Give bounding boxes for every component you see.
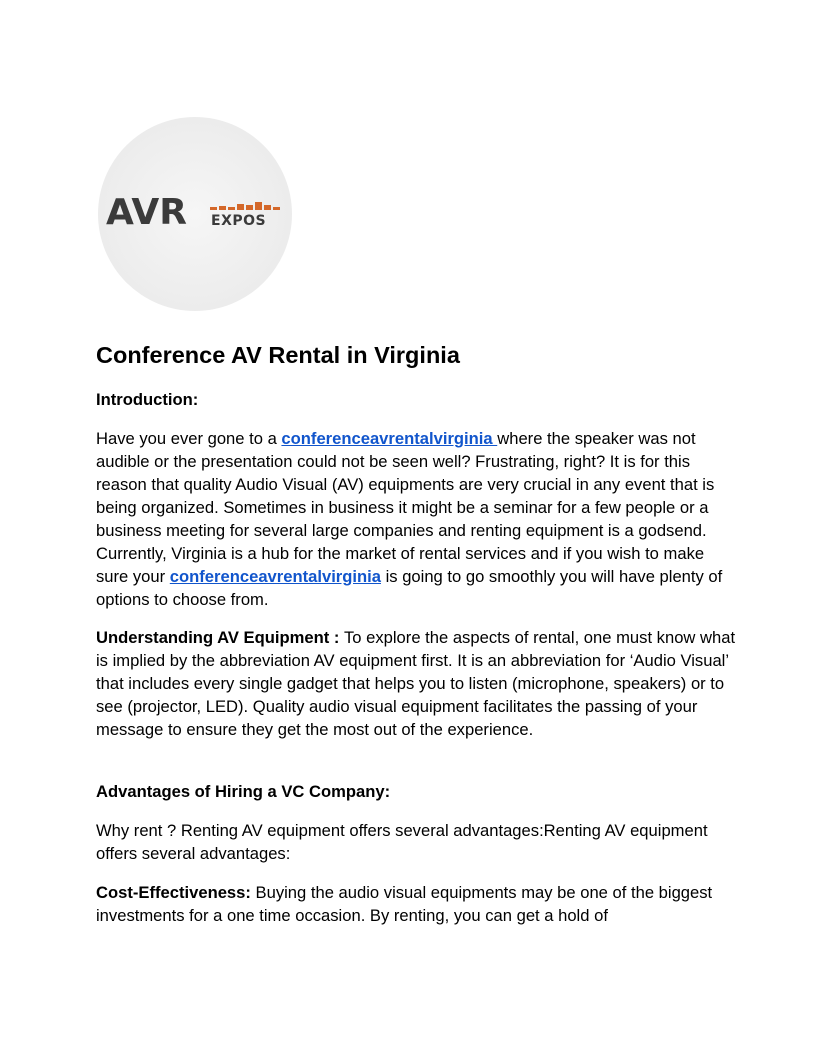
cost-label: Cost-Effectiveness: bbox=[96, 883, 251, 902]
understanding-paragraph bbox=[96, 626, 736, 741]
why-rent-paragraph: Why rent ? Renting AV equipment offers several advantages:Renting AV equipment offers several advantages: bbox=[96, 821, 708, 863]
cost-text: Buying the audio visual equipments may be one of the biggest investments for a one time occasion. By renting, you can get a hold of bbox=[96, 883, 713, 925]
conference-link-1[interactable]: conferenceavrentalvirginia bbox=[281, 429, 498, 448]
cost-paragraph bbox=[96, 881, 736, 927]
avr-expos-logo-icon bbox=[98, 117, 292, 311]
intro-text-1: Have you ever gone to a bbox=[96, 429, 282, 448]
equalizer-icon bbox=[210, 202, 280, 210]
intro-paragraph bbox=[96, 427, 736, 611]
logo bbox=[98, 117, 292, 311]
logo-main-text: AVR bbox=[106, 192, 187, 233]
advantages-heading: Advantages of Hiring a VC Company: bbox=[96, 782, 391, 801]
intro-text-3: is going to go smoothly you will have plenty of options to choose from. bbox=[96, 567, 723, 609]
logo-sub-text: EXPOS bbox=[211, 213, 267, 229]
intro-text-2: where the speaker was not audible or the presentation could not be seen well? Frustrating, right? It is for this reason that quality Audio Visual (AV) equipments are very crucial in any event that is being organized. Sometimes in business it might be a seminar for a few people or a business meeting for several large companies and renting equipment is a godsend. Currently, Virginia is a hub for the market of rental services and if you wish to make sure your bbox=[96, 429, 715, 586]
page-title: Conference AV Rental in Virginia bbox=[96, 342, 460, 368]
understanding-label: Understanding AV Equipment : bbox=[96, 628, 344, 647]
intro-heading: Introduction: bbox=[96, 390, 199, 409]
understanding-text: To explore the aspects of rental, one must know what is implied by the abbreviation AV equipment first. It is an abbreviation for ‘Audio Visual’ that includes every single gadget that helps you to listen (microphone, speakers) or to see (projector, LED). Quality audio visual equipment facilitates the passing of your message to ensure they get the most out of the experience. bbox=[96, 628, 736, 739]
conference-link-2[interactable]: conferenceavrentalvirginia bbox=[169, 567, 381, 586]
